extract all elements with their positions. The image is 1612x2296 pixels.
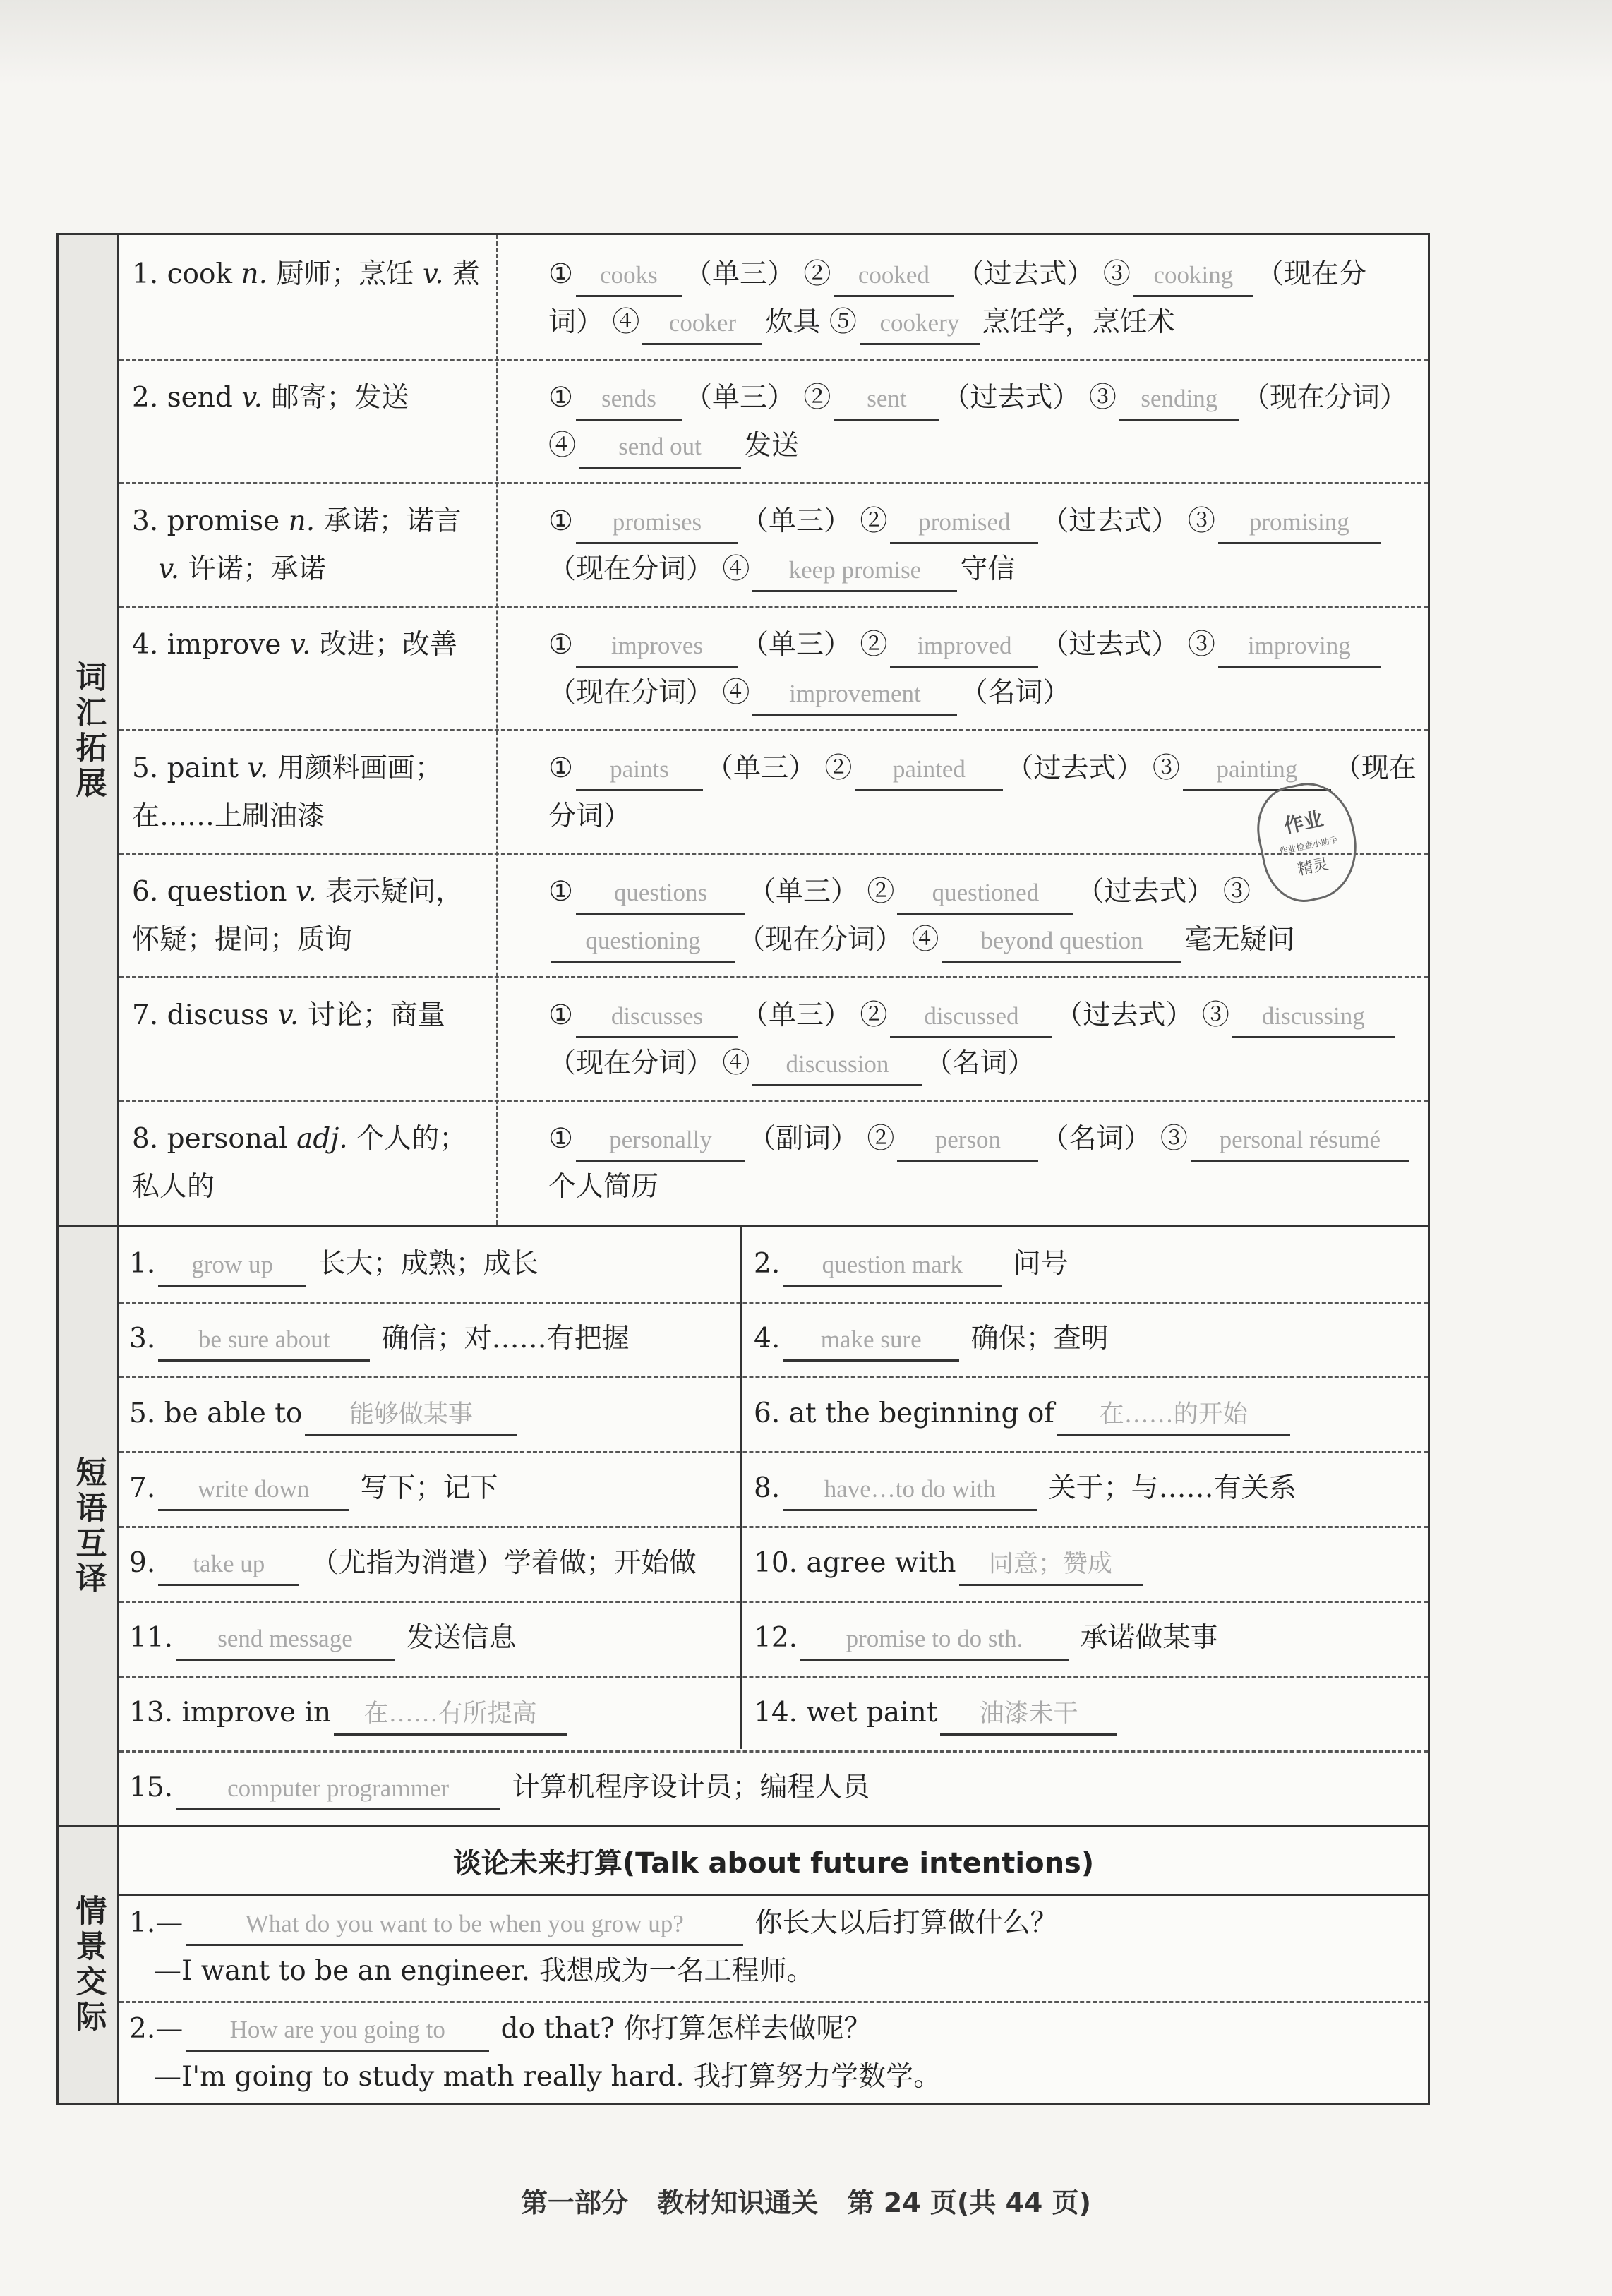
vocab-word xyxy=(132,498,485,594)
form-note: 个人简历 xyxy=(548,1171,659,1203)
circle-number: ③ xyxy=(1187,505,1215,537)
vocab-row xyxy=(119,976,1428,1100)
item-number: 8. xyxy=(132,1123,159,1155)
phrase-meaning: 确保；查明 xyxy=(970,1323,1109,1354)
phrase-english: wet paint xyxy=(806,1697,938,1729)
definition: 改进；改善 xyxy=(319,629,457,661)
circle-number: ② xyxy=(860,999,888,1031)
row-divider xyxy=(119,1526,1428,1528)
answer-blank[interactable]: improves xyxy=(576,626,738,668)
dialogue-question xyxy=(129,1902,1058,1946)
answer-blank[interactable]: paints xyxy=(576,750,703,791)
footer-part: 第一部分 xyxy=(521,2187,629,2218)
footer-section: 教材知识通关 xyxy=(657,2187,819,2218)
vocab-word xyxy=(132,992,485,1040)
item-number: 12. xyxy=(754,1622,798,1654)
dialogue-reply: —I want to be an engineer. 我想成为一名工程师。 xyxy=(154,1955,814,1987)
part-of-speech: adj. xyxy=(296,1123,348,1155)
worksheet-table xyxy=(56,233,1430,2105)
definition: 许诺；承诺 xyxy=(188,553,326,585)
circle-number: ① xyxy=(548,752,573,784)
form-note: （现在分词） xyxy=(548,553,714,585)
word-forms xyxy=(548,251,1421,347)
answer-blank[interactable]: questions xyxy=(576,873,745,915)
form-note: （单三） xyxy=(705,752,816,784)
form-note: （名词） xyxy=(925,1047,1035,1079)
stamp-text: 精灵 xyxy=(1296,855,1330,879)
answer-blank[interactable]: discussing xyxy=(1232,997,1395,1038)
part-of-speech: n. xyxy=(288,505,315,537)
form-note: （现在分词） xyxy=(548,752,1416,832)
form-note: （过去式） xyxy=(956,258,1095,290)
vocab-row xyxy=(119,482,1428,606)
word-forms xyxy=(548,1115,1421,1211)
phrase-item xyxy=(129,1467,498,1511)
phrase-english: agree with xyxy=(806,1547,956,1579)
circle-number: ④ xyxy=(612,306,640,338)
phrase-item xyxy=(754,1542,1145,1586)
word-forms xyxy=(548,992,1421,1088)
circle-number: ② xyxy=(824,752,853,784)
part-of-speech: v. xyxy=(289,629,311,661)
part-of-speech: n. xyxy=(241,258,267,290)
phrase-meaning: 关于；与……有关系 xyxy=(1048,1472,1297,1504)
phrase-item xyxy=(129,1542,697,1586)
item-number: 7. xyxy=(129,1472,156,1504)
phrase-english: improve in xyxy=(181,1697,332,1729)
phrase-meaning: 计算机程序设计员；编程人员 xyxy=(512,1772,870,1803)
form-note: （过去式） xyxy=(1076,876,1215,908)
section-label-vocab: 词汇拓展 xyxy=(70,660,107,802)
circle-number: ④ xyxy=(548,430,577,462)
phrase-item xyxy=(129,1617,516,1661)
row-divider xyxy=(119,2001,1428,2003)
answer-blank[interactable]: promised xyxy=(890,503,1038,544)
row-divider xyxy=(119,1601,1428,1603)
answer-blank[interactable]: sent xyxy=(834,379,939,421)
phrase-item xyxy=(754,1393,1293,1436)
answer-blank[interactable]: sending xyxy=(1119,379,1239,421)
form-note: （过去式） xyxy=(1041,505,1179,537)
phrase-item xyxy=(129,1243,539,1287)
item-number: 14. xyxy=(754,1697,798,1729)
circle-number: ③ xyxy=(1152,752,1180,784)
circle-number: ③ xyxy=(1201,999,1229,1031)
circle-number: ④ xyxy=(722,677,750,709)
circle-number: ③ xyxy=(1102,258,1131,290)
headword: cook xyxy=(167,258,233,290)
vocab-row xyxy=(119,359,1428,482)
circle-number: ② xyxy=(860,629,888,661)
item-number: 5. xyxy=(129,1398,156,1429)
form-note: 发送 xyxy=(744,430,800,462)
answer-blank[interactable]: painting xyxy=(1183,750,1331,791)
answer-blank[interactable]: grow up xyxy=(158,1245,306,1287)
answer-blank[interactable]: painted xyxy=(855,750,1003,791)
answer-blank[interactable]: discussed xyxy=(890,997,1052,1038)
vocab-row xyxy=(119,606,1428,729)
phrase-item xyxy=(754,1617,1217,1661)
answer-blank[interactable]: How are you going to xyxy=(186,2010,489,2052)
headword: personal xyxy=(167,1123,288,1155)
form-note: （副词） xyxy=(747,1123,858,1155)
circle-number: ⑤ xyxy=(829,306,857,338)
item-number: 7. xyxy=(132,999,159,1031)
answer-blank[interactable]: improvement xyxy=(752,674,957,716)
answer-blank[interactable]: be sure about xyxy=(158,1320,370,1362)
page-footer xyxy=(0,2181,1612,2220)
stamp-text: 作业 xyxy=(1282,807,1325,839)
answer-blank[interactable]: cooking xyxy=(1133,256,1253,297)
row-divider xyxy=(119,1750,1428,1753)
answer-blank[interactable]: take up xyxy=(158,1544,299,1586)
item-number: 15. xyxy=(129,1772,174,1803)
item-number: 4. xyxy=(132,629,159,661)
item-number: 2. xyxy=(132,382,159,414)
vocab-word xyxy=(132,868,485,964)
answer-blank[interactable]: 油漆未干 xyxy=(940,1694,1117,1736)
form-note: （单三） xyxy=(740,505,851,537)
dialogue-reply: —I'm going to study math really hard. 我打算努力学数学。 xyxy=(154,2061,942,2093)
answer-blank[interactable]: send out xyxy=(579,427,741,469)
headword: paint xyxy=(167,752,239,784)
item-number: 2. xyxy=(129,2013,156,2045)
circle-number: ③ xyxy=(1222,876,1251,908)
phrase-item xyxy=(129,1318,630,1362)
answer-blank[interactable]: personally xyxy=(576,1120,745,1162)
section-label-scenes: 情景交际 xyxy=(70,1894,107,2036)
definition: 承诺；诺言 xyxy=(323,505,462,537)
form-note: （单三） xyxy=(740,629,851,661)
definition: 表示疑问，怀疑；提问；质询 xyxy=(132,876,464,956)
phrase-meaning: 问号 xyxy=(1013,1248,1069,1280)
phrase-item xyxy=(129,1692,570,1736)
answer-blank[interactable]: sends xyxy=(576,379,682,421)
answer-blank[interactable]: 同意；赞成 xyxy=(959,1544,1143,1586)
item-number: 3. xyxy=(129,1323,156,1354)
answer-blank[interactable]: discusses xyxy=(576,997,738,1038)
scan-top-shadow xyxy=(0,0,1612,85)
form-note: （过去式） xyxy=(1055,999,1193,1031)
item-number: 2. xyxy=(754,1248,781,1280)
page-number: 第 24 页(共 44 页) xyxy=(847,2187,1091,2218)
section-band-vocab xyxy=(59,235,119,1227)
circle-number: ① xyxy=(548,258,573,290)
item-number: 13. xyxy=(129,1697,174,1729)
form-note: 炊具 xyxy=(765,306,821,338)
vocab-word xyxy=(132,374,485,422)
circle-number: ③ xyxy=(1160,1123,1188,1155)
circle-number: ② xyxy=(867,876,895,908)
phrase-english: be able to xyxy=(164,1398,303,1429)
word-forms xyxy=(548,498,1421,594)
answer-blank[interactable]: improving xyxy=(1218,626,1381,668)
phrase-item xyxy=(754,1467,1297,1511)
item-number: 8. xyxy=(754,1472,781,1504)
circle-number: ④ xyxy=(722,1047,750,1079)
answer-blank[interactable]: 在……的开始 xyxy=(1057,1395,1290,1436)
answer-blank[interactable]: keep promise xyxy=(752,551,957,592)
row-divider xyxy=(119,1451,1428,1453)
answer-blank[interactable]: discussion xyxy=(752,1045,922,1086)
answer-blank[interactable]: cooked xyxy=(834,256,954,297)
form-note: （单三） xyxy=(684,382,795,414)
phrase-meaning: 承诺做某事 xyxy=(1080,1622,1218,1654)
dialogue-question xyxy=(129,2008,872,2052)
item-number: 5. xyxy=(132,752,159,784)
circle-number: ① xyxy=(548,1123,573,1155)
section-label-phrases: 短语互译 xyxy=(70,1456,107,1597)
form-note: 守信 xyxy=(960,553,1016,585)
circle-number: ③ xyxy=(1088,382,1117,414)
section-divider xyxy=(59,1225,1428,1227)
answer-blank[interactable]: promises xyxy=(576,503,738,544)
answer-blank[interactable]: question mark xyxy=(783,1245,1002,1287)
section-band-scenes xyxy=(59,1827,119,2103)
form-note: （单三） xyxy=(740,999,851,1031)
circle-number: ① xyxy=(548,876,573,908)
answer-blank[interactable]: What do you want to be when you grow up? xyxy=(186,1904,743,1946)
definition: 煮 xyxy=(452,258,481,290)
row-divider xyxy=(119,1676,1428,1678)
circle-number: ① xyxy=(548,629,573,661)
vocab-word xyxy=(132,251,485,299)
phrase-english: at the beginning of xyxy=(788,1398,1054,1429)
part-of-speech: v. xyxy=(277,999,299,1031)
vocab-row xyxy=(119,1100,1428,1225)
circle-number: ④ xyxy=(911,924,939,956)
answer-blank[interactable]: questioned xyxy=(897,873,1073,915)
phrase-meaning: （尤指为消遣）学着做；开始做 xyxy=(311,1547,697,1579)
answer-blank[interactable]: write down xyxy=(158,1469,349,1511)
phrase-item xyxy=(754,1692,1119,1736)
circle-number: ② xyxy=(803,258,831,290)
answer-blank[interactable]: person xyxy=(897,1120,1038,1162)
dash: — xyxy=(155,1907,184,1939)
circle-number: ④ xyxy=(722,553,750,585)
headword: send xyxy=(167,382,233,414)
answer-blank[interactable]: cookery xyxy=(860,303,980,345)
headword: promise xyxy=(167,505,280,537)
scene-title: 谈论未来打算(Talk about future intentions) xyxy=(452,1847,1095,1880)
column-divider xyxy=(740,1227,742,1749)
answer-blank[interactable]: computer programmer xyxy=(176,1769,500,1810)
definition: 讨论；商量 xyxy=(307,999,445,1031)
row-divider xyxy=(119,1302,1428,1304)
answer-blank[interactable]: questioning xyxy=(551,921,735,963)
vocab-row xyxy=(119,729,1428,853)
part-of-speech: v. xyxy=(247,752,269,784)
part-of-speech: v. xyxy=(422,258,444,290)
phrase-meaning: 发送信息 xyxy=(406,1622,517,1654)
answer-blank[interactable]: make sure xyxy=(783,1320,959,1362)
circle-number: ① xyxy=(548,382,573,414)
circle-number: ① xyxy=(548,999,573,1031)
form-note: （过去式） xyxy=(942,382,1081,414)
dash: — xyxy=(155,2013,184,2045)
answer-blank[interactable]: promise to do sth. xyxy=(800,1619,1069,1661)
headword: discuss xyxy=(167,999,270,1031)
item-number: 4. xyxy=(754,1323,781,1354)
word-forms xyxy=(548,621,1421,717)
answer-blank[interactable]: personal résumé xyxy=(1191,1120,1409,1162)
definition: 个人的；私人的 xyxy=(132,1123,467,1203)
answer-blank[interactable]: 在……有所提高 xyxy=(334,1694,567,1736)
form-note: （名词） xyxy=(960,677,1071,709)
row-divider xyxy=(119,1376,1428,1378)
stamp-text: 作业检查小助手 xyxy=(1278,834,1339,857)
form-note: （名词） xyxy=(1041,1123,1152,1155)
item-number: 1. xyxy=(132,258,159,290)
dialogue-text: 你长大以后打算做什么？ xyxy=(754,1907,1058,1939)
circle-number: ② xyxy=(860,505,888,537)
form-note: （单三） xyxy=(684,258,795,290)
item-number: 10. xyxy=(754,1547,798,1579)
answer-blank[interactable]: have…to do with xyxy=(783,1469,1037,1511)
definition: 邮寄；发送 xyxy=(271,382,409,414)
part-of-speech: v. xyxy=(295,876,317,908)
item-number: 6. xyxy=(754,1398,781,1429)
item-number: 11. xyxy=(129,1622,174,1654)
form-note: （过去式） xyxy=(1006,752,1144,784)
word-forms xyxy=(548,374,1421,470)
form-note: （现在分词） xyxy=(548,677,714,709)
form-note: （现在分词） xyxy=(548,1047,714,1079)
item-number: 3. xyxy=(132,505,159,537)
item-number: 9. xyxy=(129,1547,156,1579)
form-note: （现在分词） xyxy=(738,924,903,956)
part-of-speech: v. xyxy=(241,382,263,414)
vocab-word xyxy=(132,1115,485,1211)
phrase-item xyxy=(129,1767,870,1810)
phrase-item xyxy=(754,1243,1069,1287)
part-of-speech: v. xyxy=(158,553,180,585)
headword: question xyxy=(167,876,287,908)
vocab-row xyxy=(119,853,1428,976)
circle-number: ① xyxy=(548,505,573,537)
phrase-meaning: 确信；对……有把握 xyxy=(381,1323,630,1354)
form-note: 烹饪学，烹饪术 xyxy=(982,306,1175,338)
dialogue-text: do that? 你打算怎样去做呢？ xyxy=(500,2013,872,2045)
form-note: （单三） xyxy=(747,876,858,908)
answer-blank[interactable]: cooks xyxy=(576,256,682,297)
circle-number: ② xyxy=(867,1123,895,1155)
section-divider xyxy=(59,1825,1428,1827)
form-note: （现在分词） xyxy=(1241,382,1407,414)
section-band-phrases xyxy=(59,1227,119,1827)
form-note: （现在分词） xyxy=(548,258,1366,338)
form-note: （过去式） xyxy=(1041,629,1179,661)
form-note: 毫无疑问 xyxy=(1184,924,1295,956)
item-number: 6. xyxy=(132,876,159,908)
circle-number: ② xyxy=(803,382,831,414)
answer-blank[interactable]: improved xyxy=(890,626,1038,668)
vocab-word xyxy=(132,621,485,669)
definition: 厨师；烹饪 xyxy=(276,258,414,290)
phrase-meaning: 长大；成熟；成长 xyxy=(318,1248,539,1280)
answer-blank[interactable]: 能够做某事 xyxy=(305,1395,517,1436)
item-number: 1. xyxy=(129,1907,156,1939)
item-number: 1. xyxy=(129,1248,156,1280)
row-divider xyxy=(119,1894,1428,1896)
answer-blank[interactable]: send message xyxy=(176,1619,395,1661)
vocab-word xyxy=(132,745,485,841)
answer-blank[interactable]: promising xyxy=(1218,503,1381,544)
definition: 用颜料画画；在……上刷油漆 xyxy=(132,752,443,832)
circle-number: ③ xyxy=(1187,629,1215,661)
phrase-meaning: 写下；记下 xyxy=(360,1472,498,1504)
phrase-item xyxy=(129,1393,519,1436)
headword: improve xyxy=(167,629,282,661)
phrase-item xyxy=(754,1318,1109,1362)
answer-blank[interactable]: cooker xyxy=(642,303,762,345)
answer-blank[interactable]: beyond question xyxy=(942,921,1181,963)
vocab-row xyxy=(119,235,1428,359)
